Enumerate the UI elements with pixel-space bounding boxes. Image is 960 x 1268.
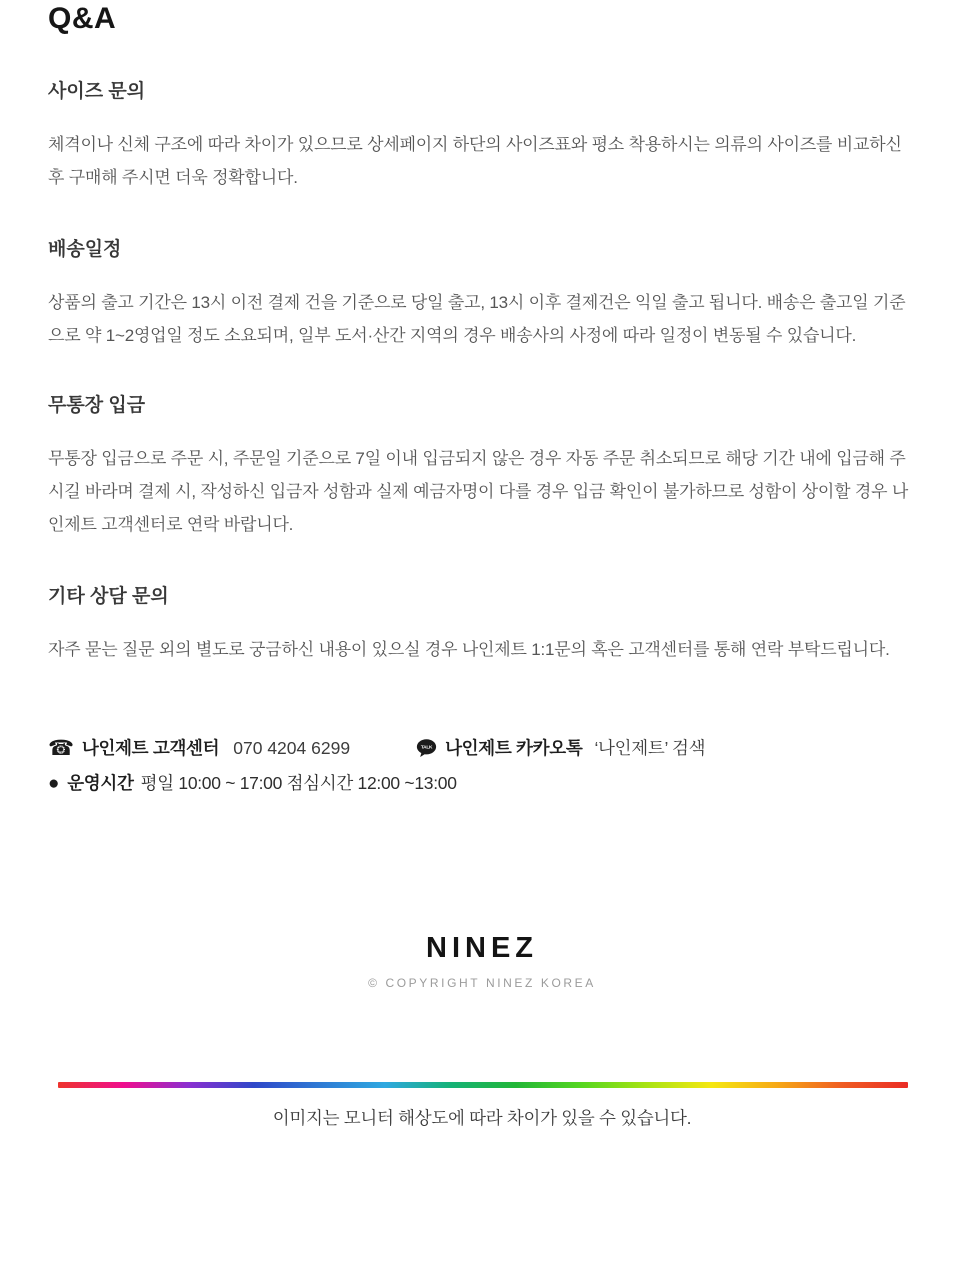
contact-row-hours	[48, 771, 916, 795]
section-heading-etc: 기타 상담 문의	[48, 586, 169, 607]
section-heading-deposit: 무통장 입금	[48, 395, 146, 416]
business-hours-value: 평일 10:00 ~ 17:00 점심시간 12:00 ~13:00	[140, 773, 457, 793]
customer-center-label: 나인제트 고객센터	[81, 738, 220, 758]
contact-info-block	[48, 736, 916, 795]
section-body-size: 체격이나 신체 구조에 따라 차이가 있으므로 상세페이지 하단의 사이즈표와 평소 착용하시는 의류의 사이즈를 비교하신 후 구매해 주시면 더욱 정확합니다.	[48, 135, 902, 187]
brand-footer	[48, 933, 916, 990]
section-body-deposit: 무통장 입금으로 주문 시, 주문일 기준으로 7일 이내 입금되지 않은 경우 자동 주문 취소되므로 해당 기간 내에 입금해 주시길 바라며 결제 시, 작성하신 입금자 성함과 실제 예금자명이 다를 경우 입금 확인이 불가하므로 성함이 상이할 경우 나인제트 고객센터로 연락 바랍니다.	[48, 449, 909, 534]
business-hours-label: 운영시간	[67, 773, 134, 793]
section-body-etc: 자주 묻는 질문 외의 별도로 궁금하신 내용이 있으실 경우 나인제트 1:1문의 혹은 고객센터를 통해 연락 부탁드립니다.	[48, 640, 890, 659]
kakao-contact-group	[416, 736, 705, 760]
telephone-icon: ☎	[48, 736, 74, 760]
section-size-inquiry	[48, 80, 916, 194]
section-other-inquiry	[48, 585, 916, 666]
page-title: Q&A	[48, 2, 117, 35]
customer-center-phone-number: 070 4204 6299	[233, 738, 351, 758]
copyright-text: © COPYRIGHT NINEZ KOREA	[368, 976, 596, 990]
section-shipping-schedule	[48, 238, 916, 352]
contact-row-phone	[48, 736, 916, 760]
monitor-resolution-notice: 이미지는 모니터 해상도에 따라 차이가 있을 수 있습니다.	[272, 1108, 692, 1128]
rainbow-divider	[58, 1082, 908, 1088]
svg-text:TALK: TALK	[420, 745, 433, 751]
kakao-search-hint: ‘나인제트’ 검색	[594, 738, 706, 758]
filled-circle-icon: ●	[48, 772, 60, 794]
section-heading-size: 사이즈 문의	[48, 81, 146, 102]
brand-logo: NINEZ	[426, 932, 538, 964]
section-body-shipping: 상품의 출고 기간은 13시 이전 결제 건을 기준으로 당일 출고, 13시 이후 결제건은 익일 출고 됩니다. 배송은 출고일 기준으로 약 1~2영업일 정도 소요되며, 일부 도서·산간 지역의 경우 배송사의 사정에 따라 일정이 변동될 수 있습니다.	[48, 293, 906, 345]
kakaotalk-icon	[416, 738, 437, 758]
section-heading-shipping: 배송일정	[48, 239, 122, 260]
kakao-label: 나인제트 카카오톡	[445, 738, 583, 758]
section-bank-deposit	[48, 394, 916, 541]
